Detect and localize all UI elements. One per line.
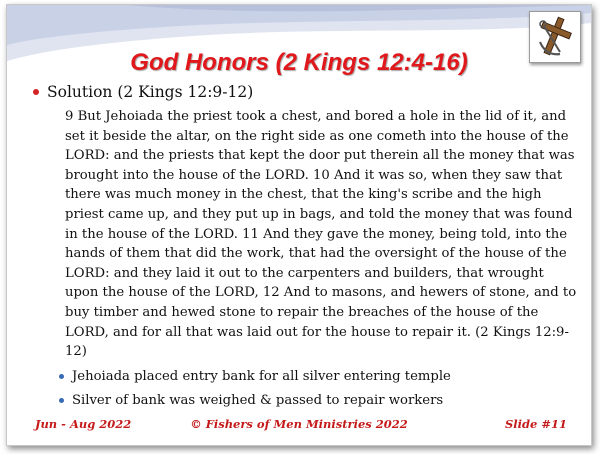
footer-date: Jun - Aug 2022 [35,417,132,431]
main-bullet-text: Solution (2 Kings 12:9-12) [47,83,254,101]
sub-bullet-text: Silver of bank was weighed & passed to repair workers [72,393,444,408]
bullet-dot-icon [59,374,64,379]
sub-bullet-2 [59,393,443,408]
bullet-dot-icon [33,89,39,95]
bullet-dot-icon [59,398,64,403]
main-bullet [33,83,253,101]
slide [6,4,592,446]
footer-slide-number: Slide #11 [504,417,567,431]
sub-bullet-1 [59,369,451,384]
slide-title: God Honors (2 Kings 12:4-16) [130,49,468,76]
footer-copyright: © Fishers of Men Ministries 2022 [190,417,408,431]
sub-bullet-text: Jehoiada placed entry bank for all silver entering temple [72,369,451,384]
scripture-text: 9 But Jehoiada the priest took a chest, and bored a hole in the lid of it, and set it beside the altar, on the right side as one cometh into the house of the LORD: and the priests that kept the door put therein all the money that was brought into the house of the LORD. 10 And it was so, when they saw that there was much money in the chest, that the king's scribe and the high priest came up, and they put up in bags, and told the money that was found in the house of the LORD. 11 And they gave the money, being told, into the hands of them that did the work, that had the oversight of the house of the LORD: and they laid it out to the carpenters and builders, that wrought upon the house of the LORD, 12 And to masons, and hewers of stone, and to buy timber and hewed stone to repair the breaches of the house of the LORD, and for all that was laid out for the house to repair it. (2 Kings 12:9-12) [65,109,577,360]
